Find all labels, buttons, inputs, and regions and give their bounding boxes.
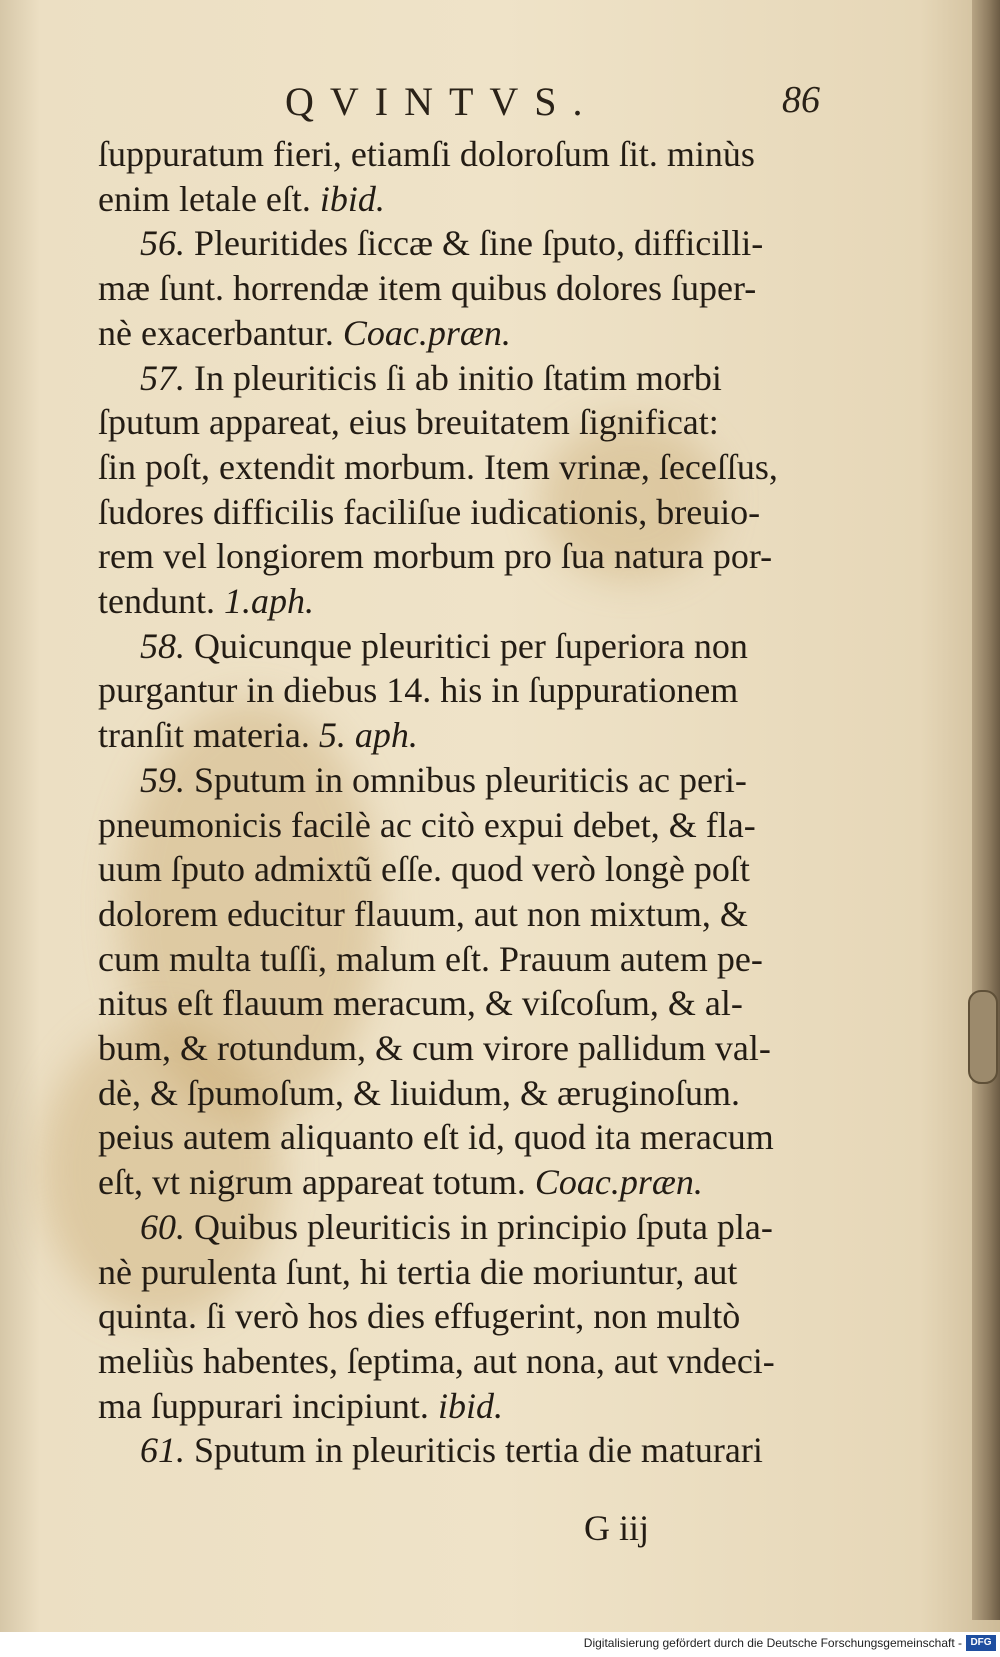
line-text: In pleuriticis ſi ab initio ſtatim morbi — [194, 357, 722, 398]
line-text: pneumonicis facilè ac citò expui debet, & fla- — [98, 804, 756, 845]
line-text: uum ſputo admixtũ eſſe. quod verò longè poſt — [98, 849, 750, 890]
line-text: tendunt. — [98, 581, 215, 622]
text-line — [98, 356, 833, 401]
aphorism-number: 61. — [140, 1430, 185, 1471]
text-line — [98, 1205, 833, 1250]
line-text: tranſit materia. — [98, 715, 310, 756]
text-line — [98, 177, 833, 222]
text-line — [98, 1384, 833, 1429]
text-line — [98, 1294, 833, 1339]
line-text: peius autem aliquanto eſt id, quod ita meracum — [98, 1117, 774, 1158]
text-line — [98, 892, 833, 937]
text-line — [98, 534, 833, 579]
text-line — [98, 1250, 833, 1295]
line-text: cum multa tuſſi, malum eſt. Prauum autem pe- — [98, 938, 763, 979]
signature-mark: G iij — [584, 1508, 650, 1548]
line-text: Sputum in omnibus pleuriticis ac peri- — [194, 759, 747, 800]
source-reference: Coac.præn. — [534, 1162, 703, 1203]
text-line — [98, 847, 833, 892]
line-text: ſudores difficilis faciliſue iudicationis, breuio- — [98, 491, 761, 532]
paragraph — [98, 221, 833, 355]
aphorism-number: 57. — [140, 357, 185, 398]
text-line — [98, 221, 833, 266]
text-line — [98, 1160, 833, 1205]
text-line — [98, 1428, 833, 1473]
digitization-footer — [0, 1632, 1000, 1657]
source-reference: Coac.præn. — [342, 312, 511, 353]
line-text: quinta. ſi verò hos dies effugerint, non multò — [98, 1296, 741, 1337]
text-line — [98, 400, 833, 445]
book-edge — [972, 0, 1000, 1620]
line-text: Quicunque pleuritici per ſuperiora non — [194, 625, 748, 666]
line-text: Pleuritides ſiccæ & ſine ſputo, difficilli- — [194, 223, 764, 264]
text-line — [98, 668, 833, 713]
body-text — [98, 132, 833, 1473]
line-text: enim letale eſt. — [98, 178, 311, 219]
source-reference: 5. aph. — [318, 715, 418, 756]
paragraph — [98, 356, 833, 624]
paragraph — [98, 624, 833, 758]
line-text: nè purulenta ſunt, hi tertia die moriuntur, aut — [98, 1251, 738, 1292]
text-line — [98, 1026, 833, 1071]
text-line — [98, 311, 833, 356]
paragraph — [98, 1205, 833, 1429]
paragraph — [98, 1428, 833, 1473]
aphorism-number: 58. — [140, 625, 185, 666]
text-line — [98, 1071, 833, 1116]
line-text: ſin poſt, extendit morbum. Item vrinæ, ſeceſſus, — [98, 446, 778, 487]
text-line — [98, 1339, 833, 1384]
line-text: dolorem educitur flauum, aut non mixtum, & — [98, 893, 748, 934]
text-line — [98, 937, 833, 982]
text-line — [98, 624, 833, 669]
text-line — [98, 266, 833, 311]
aphorism-number: 60. — [140, 1206, 185, 1247]
line-text: eſt, vt nigrum appareat totum. — [98, 1162, 526, 1203]
folio-number: 86 — [782, 79, 820, 121]
text-line — [98, 132, 833, 177]
footer-credit: Digitalisierung gefördert durch die Deutsche Forschungsgemeinschaft - — [583, 1636, 962, 1650]
line-text: dè, & ſpumoſum, & liuidum, & æruginoſum. — [98, 1072, 741, 1113]
text-line — [98, 758, 833, 803]
line-text: nè exacerbantur. — [98, 312, 334, 353]
page-header — [0, 78, 1000, 128]
text-line — [98, 713, 833, 758]
text-line — [98, 445, 833, 490]
running-title: QVINTVS. — [285, 79, 599, 124]
line-text: rem vel longiorem morbum pro ſua natura por- — [98, 536, 773, 577]
line-text: Sputum in pleuriticis tertia die maturari — [194, 1430, 763, 1471]
book-clasp — [968, 990, 998, 1084]
source-reference: 1.aph. — [223, 581, 314, 622]
dfg-logo: DFG — [966, 1635, 996, 1651]
text-line — [98, 490, 833, 535]
text-line — [98, 1115, 833, 1160]
source-reference: ibid. — [437, 1385, 503, 1426]
line-text: ſuppuratum fieri, etiamſi doloroſum ſit. minùs — [98, 134, 755, 174]
aphorism-number: 59. — [140, 759, 185, 800]
line-text: bum, & rotundum, & cum virore pallidum val- — [98, 1028, 771, 1069]
line-text: ſputum appareat, eius breuitatem ſignificat: — [98, 402, 719, 443]
line-text: nitus eſt flauum meracum, & viſcoſum, & al- — [98, 983, 743, 1024]
line-text: Quibus pleuriticis in principio ſputa pla- — [194, 1206, 773, 1247]
text-line — [98, 579, 833, 624]
aphorism-number: 56. — [140, 223, 185, 264]
line-text: ma ſuppurari incipiunt. — [98, 1385, 429, 1426]
paragraph — [98, 132, 833, 221]
line-text: meliùs habentes, ſeptima, aut nona, aut vndeci- — [98, 1340, 775, 1381]
line-text: mæ ſunt. horrendæ item quibus dolores ſuper- — [98, 268, 757, 309]
text-line — [98, 803, 833, 848]
line-text: purgantur in diebus 14. his in ſuppurationem — [98, 670, 739, 711]
text-line — [98, 981, 833, 1026]
paragraph — [98, 758, 833, 1205]
source-reference: ibid. — [319, 178, 385, 219]
